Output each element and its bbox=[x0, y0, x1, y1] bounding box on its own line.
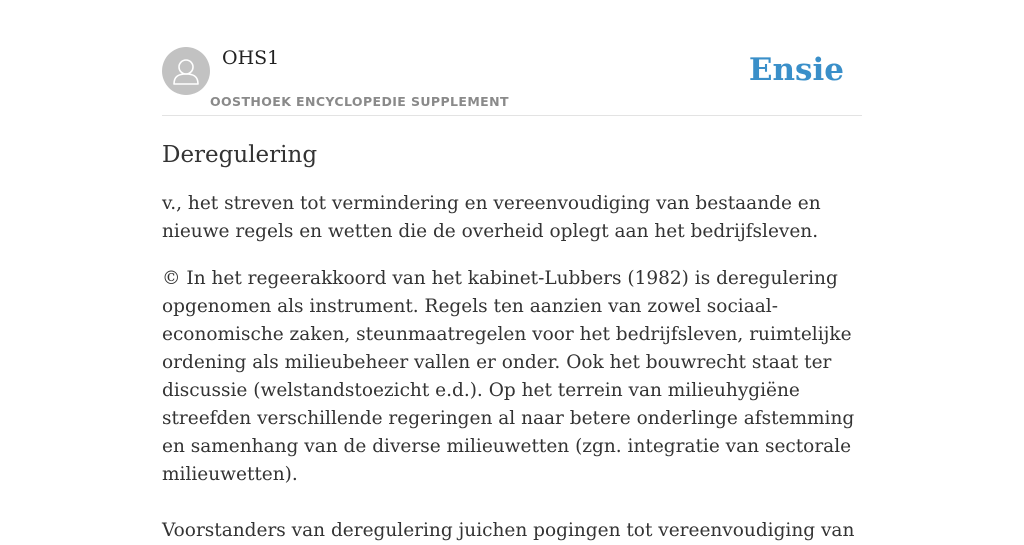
ensie-logo[interactable]: Ensie bbox=[748, 52, 844, 88]
article-paragraph: v., het streven tot vermindering en vereenvoudiging van bestaande en nieuwe regels en wetten die de overheid oplegt aan het bedrijfsleven. bbox=[162, 193, 821, 242]
source-code-link[interactable]: OHS1 bbox=[222, 47, 280, 69]
avatar[interactable] bbox=[162, 47, 210, 95]
user-placeholder-icon bbox=[162, 47, 210, 95]
source-name: OOSTHOEK ENCYCLOPEDIE SUPPLEMENT bbox=[210, 94, 509, 109]
article-title: Deregulering bbox=[162, 142, 318, 168]
page bbox=[162, 0, 862, 545]
article-paragraph: Voorstanders van deregulering juichen pogingen tot vereenvoudiging van bbox=[162, 520, 855, 541]
source-header bbox=[162, 46, 862, 116]
article-paragraph: © In het regeerakkoord van het kabinet-Lubbers (1982) is deregulering opgenomen als instrument. Regels ten aanzien van zowel sociaal-economische zaken, steunmaatregelen voor het bedrijfsleven, ruimtelijke ordening als milieubeheer vallen er onder. Ook het bouwrecht staat ter discussie (welstandstoezicht e.d.). Op het terrein van milieuhygiëne streefden verschillende regeringen al naar betere onderlinge afstemming en samenhang van de diverse milieuwetten (zgn. integratie van sectorale milieuwetten). bbox=[162, 268, 855, 485]
